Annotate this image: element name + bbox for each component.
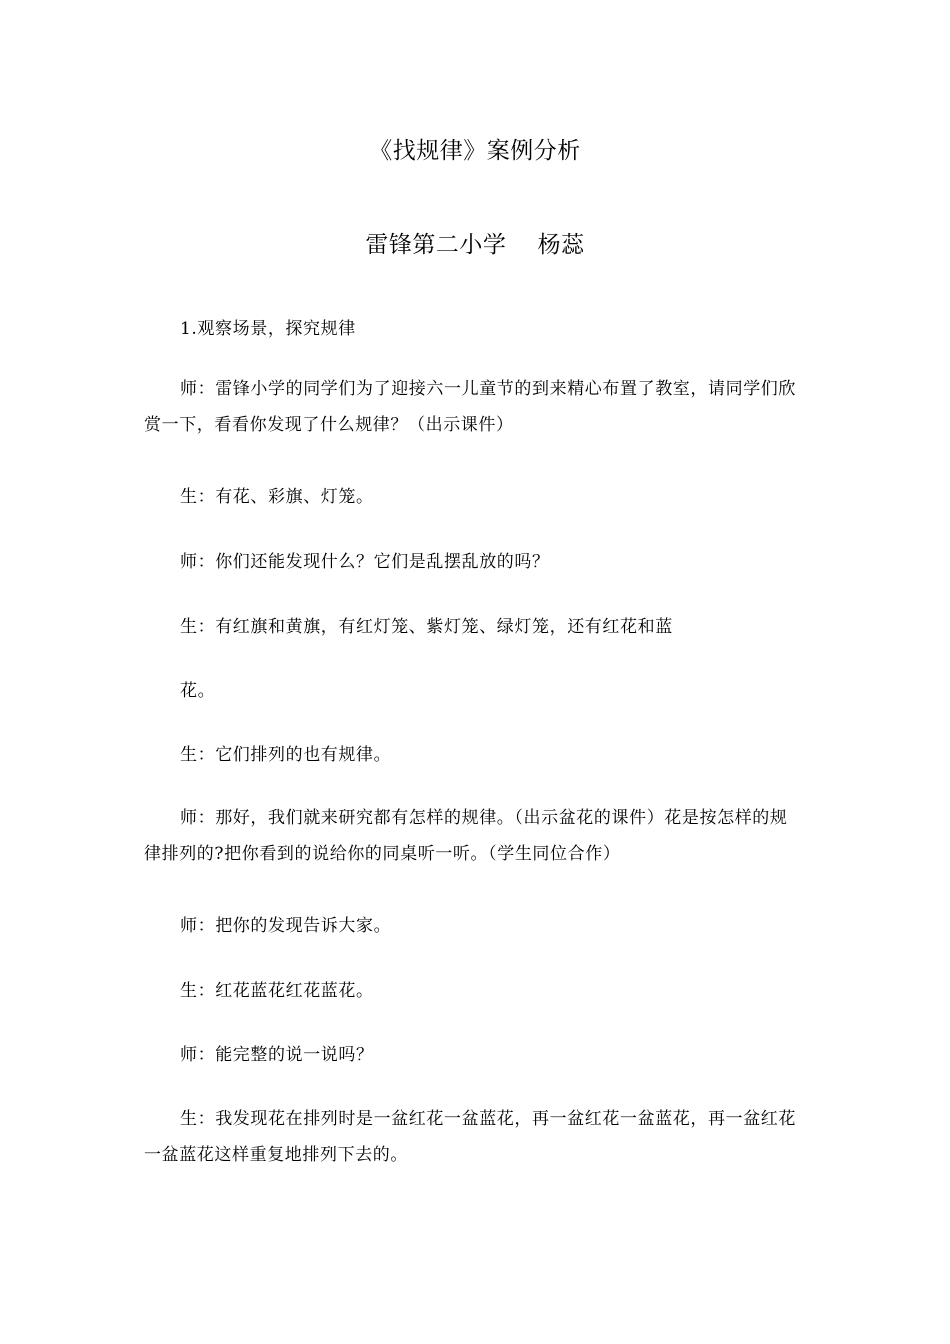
paragraph: 师：把你的发现告诉大家。 — [180, 916, 392, 936]
document-title: 《找规律》案例分析 — [369, 138, 581, 164]
paragraph: 生：红花蓝花红花蓝花。 — [180, 981, 374, 1001]
paragraph: 生：有花、彩旗、灯笼。 — [180, 487, 374, 507]
paragraph: 生：它们排列的也有规律。 — [180, 745, 392, 765]
section-heading: 1.观察场景，探究规律 — [180, 319, 356, 339]
paragraph: 师：能完整的说一说吗？ — [180, 1045, 374, 1065]
paragraph: 师：你们还能发现什么？它们是乱摆乱放的吗？ — [180, 552, 550, 572]
author-line: 雷锋第二小学 杨蕊 — [365, 232, 585, 258]
paragraph: 生：有红旗和黄旗，有红灯笼、紫灯笼、绿灯笼，还有红花和蓝 — [180, 617, 673, 637]
paragraph: 生：我发现花在排列时是一盆红花一盆蓝花，再一盆红花一盆蓝花，再一盆红花一盆蓝花这样重复地排列下去的。 — [144, 1109, 796, 1165]
paragraph: 师：那好，我们就来研究都有怎样的规律。（出示盆花的课件）花是按怎样的规律排列的?把你看到的说给你的同桌听一听。（学生同位合作） — [144, 808, 788, 864]
paragraph: 花。 — [180, 681, 216, 701]
paragraph: 师：雷锋小学的同学们为了迎接六一儿童节的到来精心布置了教室，请同学们欣赏一下，看看你发现了什么规律？（出示课件） — [144, 379, 796, 435]
